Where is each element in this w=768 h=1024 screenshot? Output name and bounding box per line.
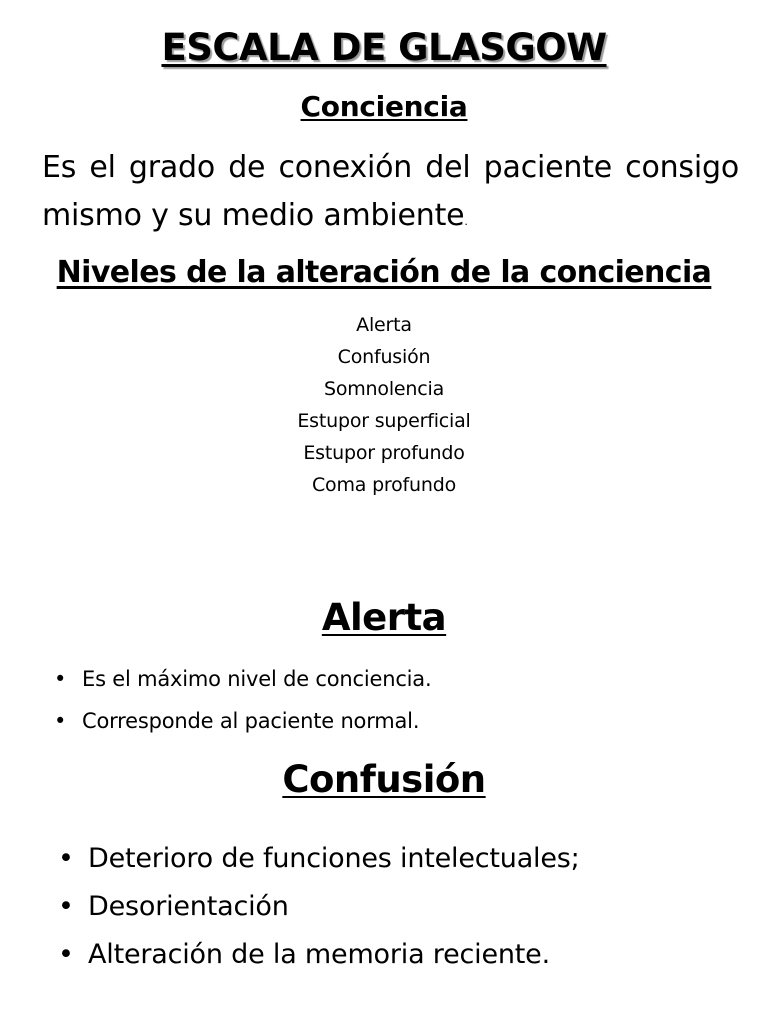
section-title-alerta: Alerta: [321, 596, 447, 639]
main-title: ESCALA DE GLASGOW: [161, 26, 607, 69]
list-item: [58, 838, 738, 880]
level-item: Coma profundo: [311, 474, 457, 496]
subtitle-conciencia: Conciencia: [300, 90, 468, 123]
levels-list: [0, 309, 768, 501]
bullet-icon: •: [54, 709, 67, 733]
alerta-bullet-list: [54, 658, 734, 742]
bullet-text: Es el máximo nivel de conciencia.: [82, 667, 432, 691]
list-item: [54, 700, 734, 742]
list-item: [58, 934, 738, 976]
bullet-icon: •: [58, 939, 74, 970]
confusion-bullet-list: [58, 838, 738, 982]
bullet-icon: •: [58, 843, 74, 874]
bullet-icon: •: [54, 667, 67, 691]
levels-title: Niveles de la alteración de la conciencia: [56, 255, 712, 290]
list-item: [54, 658, 734, 700]
level-item: Estupor profundo: [303, 442, 465, 464]
section-title-confusion: Confusión: [282, 758, 486, 801]
definition-end-mark: .: [464, 215, 468, 228]
bullet-icon: •: [58, 891, 74, 922]
bullet-text: Desorientación: [88, 891, 289, 922]
bullet-text: Alteración de la memoria reciente.: [88, 939, 550, 970]
level-item: Confusión: [337, 346, 431, 368]
list-item: [58, 886, 738, 928]
bullet-text: Deterioro de funciones intelectuales;: [88, 843, 580, 874]
level-item: Somnolencia: [323, 378, 445, 400]
definition-text: Es el grado de conexión del paciente consigo mismo y su medio ambiente: [42, 150, 739, 233]
level-item: Estupor superficial: [297, 410, 471, 432]
definition-paragraph: [42, 144, 739, 246]
level-item: Alerta: [356, 314, 412, 336]
bullet-text: Corresponde al paciente normal.: [82, 709, 420, 733]
